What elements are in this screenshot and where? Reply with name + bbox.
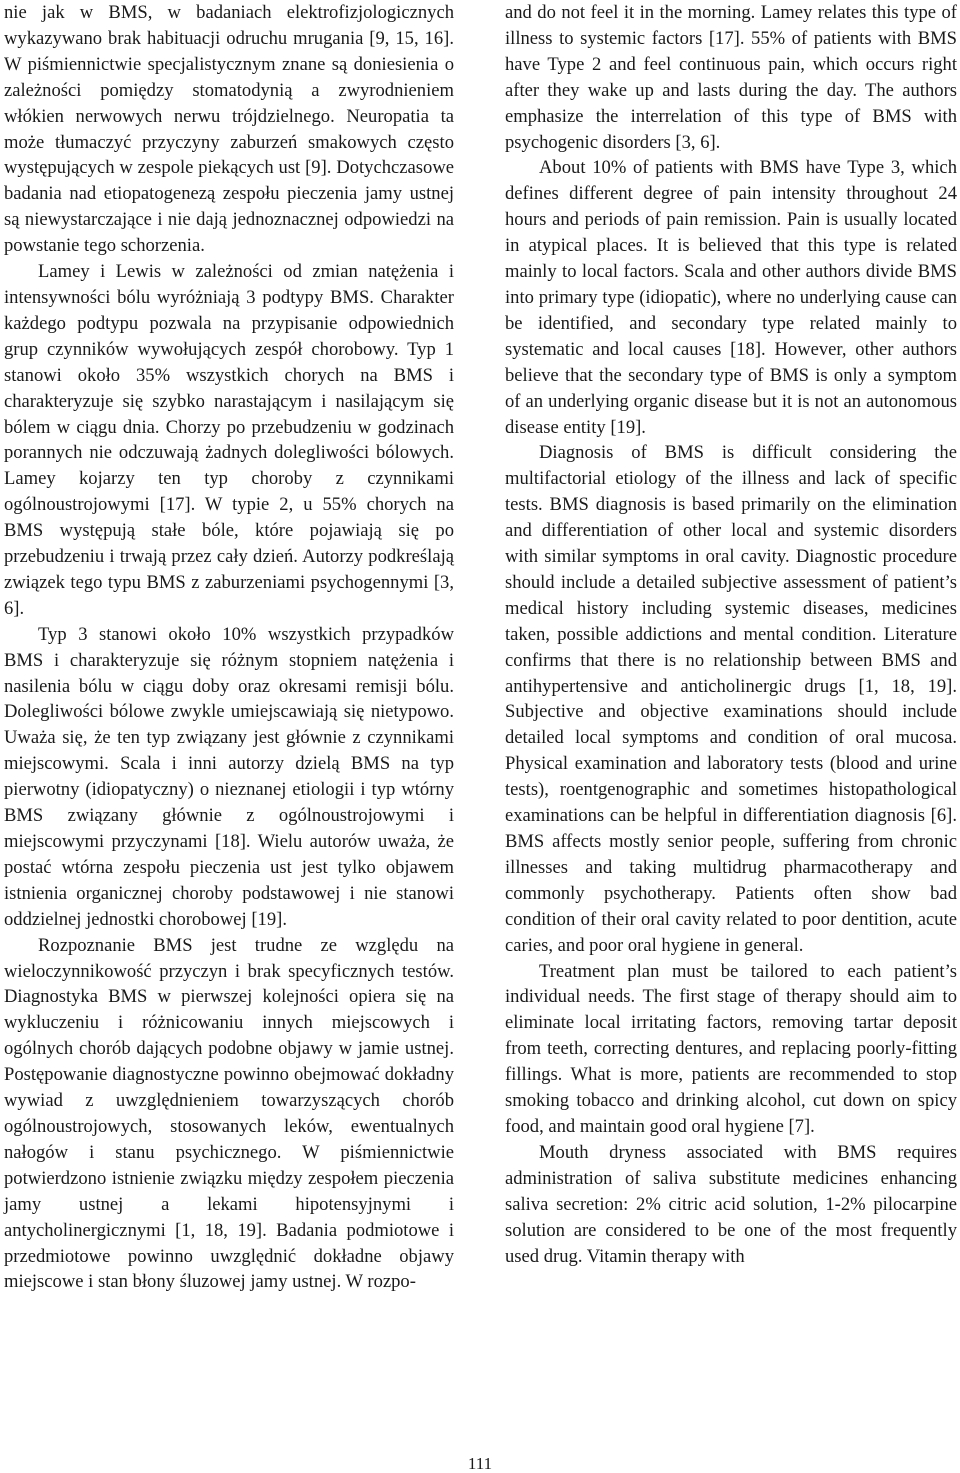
right-paragraph-4: Treatment plan must be tailored to each patient’s individual needs. The first stage of therapy should aim to eliminate local irritating factors, removing tartar deposit from teeth, correcting dentures, and replacing poorly-fitting fillings. What is more, patients are recommended to stop smoking tobacco and drinking alcohol, cut down on spicy food, and maintain good oral hygiene [7]. [505,960,957,1137]
right-paragraph-2: About 10% of patients with BMS have Type 3, which defines different degree of pain intensity throughout 24 hours and periods of pain remission. Pain is usually located in atypical places. It is believed that this type is related mainly to local factors. Scala and other authors divide BMS into primary type (idiopatic), where no underlying cause can be identified, and secondary type related mainly to systematic and local causes [18]. However, other authors believe that the secondary type of BMS is only a symptom of an underlying organic disease but it is not an autonomous disease entity [19]. [505,157,957,438]
left-column [4,0,454,1295]
right-paragraph-5: Mouth dryness associated with BMS requires administration of saliva substitute medicines enhancing saliva secretion: 2% citric acid solution, 1-2% pilocarpine solution are considered to be one of the most frequently used drug. Vitamin therapy with [505,1141,957,1267]
right-column [505,0,957,1269]
left-paragraph-3: Typ 3 stanowi około 10% wszystkich przypadków BMS i charakteryzuje się różnym stopniem natężenia i nasilenia bólu w ciągu doby oraz okresami remisji bólu. Dolegliwości bólowe zwykle umiejscawiają się nietypowo. Uważa się, że ten typ związany jest głównie z czynnikami miejscowymi. Scala i inni autorzy dzielą BMS na typ pierwotny (idiopatyczny) o nieznanej etiologii i typ wtórny BMS związany głównie z ogólnoustrojowymi i miejscowymi przyczynami [18]. Wielu autorów uważa, że postać wtórna zespołu pieczenia ust jest tylko objawem istnienia organicznej choroby podstawowej i nie stanowi oddzielnej jednostki chorobowej [19]. [4,623,454,930]
right-paragraph-3: Diagnosis of BMS is difficult considering the multifactorial etiology of the illness and lack of specific tests. BMS diagnosis is based primarily on the elimination and differentiation of other local and systemic disorders with similar symptoms in oral cavity. Diagnostic procedure should include a detailed subjective assessment of patient’s medical history including systemic diseases, medicines taken, possible addictions and mental condition. Literature confirms that there is no relationship between BMS and antihypertensive and anticholinergic drugs [1, 18, 19]. Subjective and objective examinations should include detailed local symptoms and condition of oral mucosa. Physical examination and laboratory tests (blood and urine tests), roentgenographic and sometimes histopathological examinations can be helpful in differentiation diagnosis [6]. BMS affects mostly senior people, suffering from chronic illnesses and taking multidrug pharmacotherapy and commonly psychotherapy. Patients often show bad condition of their oral cavity related to poor dentition, acute caries, and poor oral hygiene in general. [505,442,957,956]
right-paragraph-1: and do not feel it in the morning. Lamey relates this type of illness to systemic factors [17]. 55% of patients with BMS have Type 2 and feel continuous pain, which occurs right after they wake up and lasts during the day. The authors emphasize the interrelation of this type of BMS with psychogenic disorders [3, 6]. [505,2,957,153]
page-number: 111 [467,1454,493,1473]
left-paragraph-1: nie jak w BMS, w badaniach elektrofizjologicznych wykazywano brak habituacji odruchu mrugania [9, 15, 16]. W piśmiennictwie specjalistycznym znane są doniesienia o zależności pomiędzy stomatodynią a zwyrodnieniem włókien nerwowych nerwu trójdzielnego. Neuropatia ta może tłumaczyć przyczyny zaburzeń smakowych często występujących w zespole piekących ust [9]. Dotychczasowe badania nad etiopatogenezą zespołu pieczenia jamy ustnej są niewystarczające i nie dają jednoznacznej odpowiedzi na powstanie tego schorzenia. [4,2,454,257]
left-paragraph-4: Rozpoznanie BMS jest trudne ze względu na wieloczynnikowość przyczyn i brak specyficznych testów. Diagnostyka BMS w pierwszej kolejności opiera się na wykluczeniu i różnicowaniu innych miejscowych i ogólnych chorób dających podobne objawy w jamie ustnej. Postępowanie diagnostyczne powinno obejmować dokładny wywiad z uwzględnieniem towarzyszących chorób ogólnoustrojowych, stosowanych leków, ewentualnych nałogów i stanu psychicznego. W piśmiennictwie potwierdzono istnienie związku między zespołem pieczenia jamy ustnej a lekami hipotensyjnymi i antycholinergicznymi [1, 18, 19]. Badania podmiotowe i przedmiotowe powinno uwzględnić dokładne objawy miejscowe i stan błony śluzowej jamy ustnej. W rozpo- [4,934,454,1293]
left-paragraph-2: Lamey i Lewis w zależności od zmian natężenia i intensywności bólu wyróżniają 3 podtypy BMS. Charakter każdego podtypu pozwala na przypisanie odpowiednich grup czynników wywołujących zespół chorobowy. Typ 1 stanowi około 35% wszystkich chorych na BMS i charakteryzuje się szybko narastającym i nasilającym się bólem w ciągu dnia. Chorzy po przebudzeniu w godzinach porannych nie odczuwają żadnych dolegliwości bólowych. Lamey kojarzy ten typ choroby z czynnikami ogólnoustrojowymi [17]. W typie 2, u 55% chorych na BMS występują stałe bóle, które pojawiają się po przebudzeniu i trwają przez cały dzień. Autorzy podkreślają związek tego typu BMS z zaburzeniami psychogennymi [3, 6]. [4,261,454,619]
